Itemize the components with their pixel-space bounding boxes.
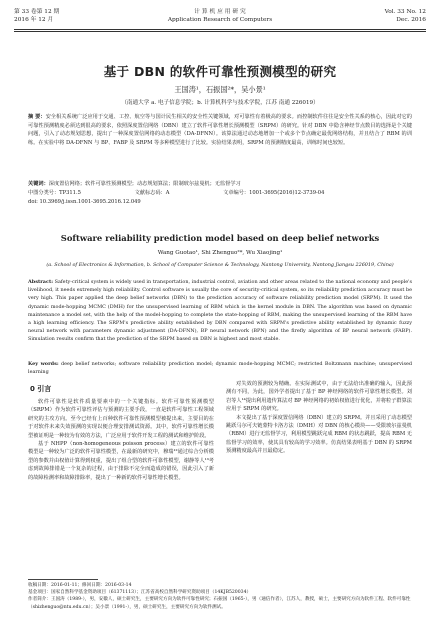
header-rule-thin bbox=[14, 31, 426, 32]
keywords-en bbox=[28, 360, 412, 376]
keywords-cn bbox=[28, 180, 412, 189]
journal-name-cn: 计 算 机 应 用 研 究 bbox=[194, 9, 246, 15]
body-paragraph: 对失效的预测较为精确。在实际测试中，由于无法给出准确的输入，因此预测有不同，为此，国外学者提出了基于 BP 神经网络的软件可靠性增长模型。刘岩等人¹⁴提出利用遗传算法对 BP 神经网络的初始权值进行优化，并将粒子群算法应用于 SRPM 的研究。 bbox=[226, 381, 412, 413]
body-paragraph: 软件可靠性是软件质量要素中的一个关键指标。软件可靠性预测模型（SRPM）作为软件可靠性评估与预测的主要手段，一直是软件可靠性工程领域研究的主攻方向。至今已经有上百种软件可靠性预测模型被提出来，主要目的在于对软件未来失效预测的实现以便合理安排测试资源。其中，软件可靠性增长模型被证明是一种较为有效的方法，广泛应用于软件开发工程的测试和维护阶段。 bbox=[28, 399, 214, 439]
body-paragraph: 基于 NHPP（non-homogeneous poisson process）建立的软件可靠性模型是一种较为广泛的软件可靠性模型，在最新的研究中，穆瑞¹²通过综合分析模型的参数并由权值计算得到权重，提出了组合型的软件可靠性模型，谢静等人¹³考虑到故障排错是一个复杂的过程，由于排除不完全而造成的错误，因此引入了新的故障检测率和故障排除率，提出了一种新的软件可靠性增长模型。 bbox=[28, 441, 214, 481]
abstract-en-text: Safety-critical system is widely used in transportation, industrial control, aviation and other areas related to the national economy and people's livelihood, it needs extremely high reliability. Control software is usually the core of security-critical system, so its reliability prediction accuracy must be very high. This paper applied the deep belief networks (DBN) to the prediction accuracy of software reliability prediction model (SRPM). It used the dynamic mode-hopping MCMC (DMH) for the unsupervised learning of RBM which is the kernel module in DBN. The algorithm was based on dynamic maintenance a model set, with the help of the model-hopping to complete the state-hopping of RBM, making the unsupervised learning of the RBM have a high learning efficiency. The SRPM's predictive ability established by DBN compared with SRPM's predictive ability established by dynamic fuzzy neural network with parameters dynamic adjustment (DA-DFNN), BP neural network (BPN) and the firefly algorithm of BP neural network (FABP). Simulation results confirm that the prediction of the SRPM based on DBN is highest and most stable. bbox=[28, 279, 412, 343]
body-paragraph: 本文提出了基于深度置信网络（DBN）建立的 SRPM。并且采用了动态模型跳跃马尔可夫链蒙特卡洛方法（DMH）对 DBN 的核心模块——受限玻尔兹曼机（RBM）进行无监督学习，利用模型跳跃完成 RBM 的状态跳跃，提高 RBM 无监督学习的效率，使其具有较高的学习效率。仿真结果表明基于 DBN 的 SRPM 预测精度最高并且最稳定。 bbox=[226, 414, 412, 455]
abstract-cn-label: 摘 要： bbox=[28, 114, 46, 120]
authors-en: Wang Guotao¹, Shi Zhenguo²*, Wu Xiaojing¹ bbox=[157, 250, 283, 256]
keywords-cn-label: 关键词： bbox=[28, 181, 49, 187]
article-number: 文章编号：1001-3695(2016)12-3739-04 bbox=[223, 190, 325, 196]
footnote-rule bbox=[28, 579, 98, 580]
abstract-en bbox=[28, 278, 412, 344]
journal-name-en: Application Research of Computers bbox=[167, 17, 273, 23]
abstract-cn bbox=[28, 113, 412, 147]
header-volume-en bbox=[385, 8, 426, 24]
affiliation-en: (a. School of Electronics & Information, b. School of Computer Science & Technology, Nantong University, Nantong Jiangsu 226019, China) bbox=[46, 262, 394, 268]
body-column-left bbox=[28, 398, 214, 482]
body-column-right bbox=[226, 380, 412, 456]
authors-cn: 王国涛¹，石振国²*，吴小景¹ bbox=[174, 85, 266, 94]
header-journal bbox=[14, 8, 426, 24]
footnotes bbox=[28, 582, 412, 611]
running-header bbox=[14, 8, 426, 30]
document-code: 文献标志码：A bbox=[134, 190, 170, 196]
footnote-fund: 基金项目：国家自然科学基金资助项目（61371113）；江苏省高校自然科学研究资助项目（14KJB520034） bbox=[28, 590, 252, 596]
clc-number: 中图分类号：TP311.5 bbox=[28, 190, 81, 196]
header-date-en: Dec. 2016 bbox=[396, 17, 426, 23]
doi: doi: 10.3969/j.issn.1001-3695.2016.12.049 bbox=[28, 199, 141, 205]
affiliation-cn: （南通大学 a. 电子信息学院；b. 计算机科学与技术学院，江苏 南通 226019） bbox=[121, 100, 319, 106]
title-en: Software reliability prediction model based on deep belief networks bbox=[60, 233, 380, 243]
abstract-cn-text: 安全相关系统广泛应用于交通、工控、航空等与国计民生相关的安全性关键领域，对可靠性有着极高的要求。而控制软件往往是安全性关系的核心，因此对它的可靠性预测精度必须达到很高的要求，依照深度置信网络（DBN）建立了软件可靠性增长预测模型（SRPM）的研究。针对 DBN 中隐含神经节点数目的选择是个关键问题，引入了动态规划思想，提出了一种深度置信网络的动态模型（DA-DFNN）。该算法通过动态地增加一个或多个节点确定最优网络结构，并且结合了 RBM 的训练。在实验中将 DA-DFNN 与 BP、FABP 及 SRPM 等多种模型进行了比较。实验结果表明，SRPM 的预测精度最高，训练时间也较短。 bbox=[28, 114, 412, 146]
footnote-received: 收稿日期：2016-01-11；修回日期：2016-03-14 bbox=[28, 583, 132, 588]
header-vol-no-en: Vol. 33 No. 12 bbox=[384, 9, 426, 15]
footnote-author-bio: 作者简介：王国涛（1989-），男，安徽人，硕士研究生，主要研究方向为软件可靠性研究；石振国（1965-），男（通信作者），江苏人，教授，硕士，主要研究方向为软件工程、软件可靠性（shizhenguo@ntu.edu.cn）；吴小景（1991-），男，硕士研究生，主要研究方向为软件测试。 bbox=[28, 597, 411, 610]
header-rule bbox=[14, 29, 426, 30]
classification-row bbox=[28, 189, 412, 198]
abstract-en-label: Abstract: bbox=[28, 279, 54, 285]
keywords-cn-text: 深度置信网络；软件可靠性预测模型；动态规划算法；限制玻尔兹曼机；无监督学习 bbox=[48, 181, 241, 187]
keywords-en-label: Key words: bbox=[28, 361, 59, 367]
title-cn: 基于 DBN 的软件可靠性预测模型的研究 bbox=[103, 64, 337, 79]
keywords-en-text: deep belief networks; software reliability prediction model; dynamic mode-hopping MCMC; restricted Boltzmann machine; unsupervised learning bbox=[28, 361, 412, 376]
section-heading-introduction: 0 引言 bbox=[30, 385, 52, 393]
header-volume-issue: 第 33 卷第 12 期 bbox=[14, 9, 60, 15]
header-date-cn: 2016 年 12 月 bbox=[14, 17, 54, 23]
